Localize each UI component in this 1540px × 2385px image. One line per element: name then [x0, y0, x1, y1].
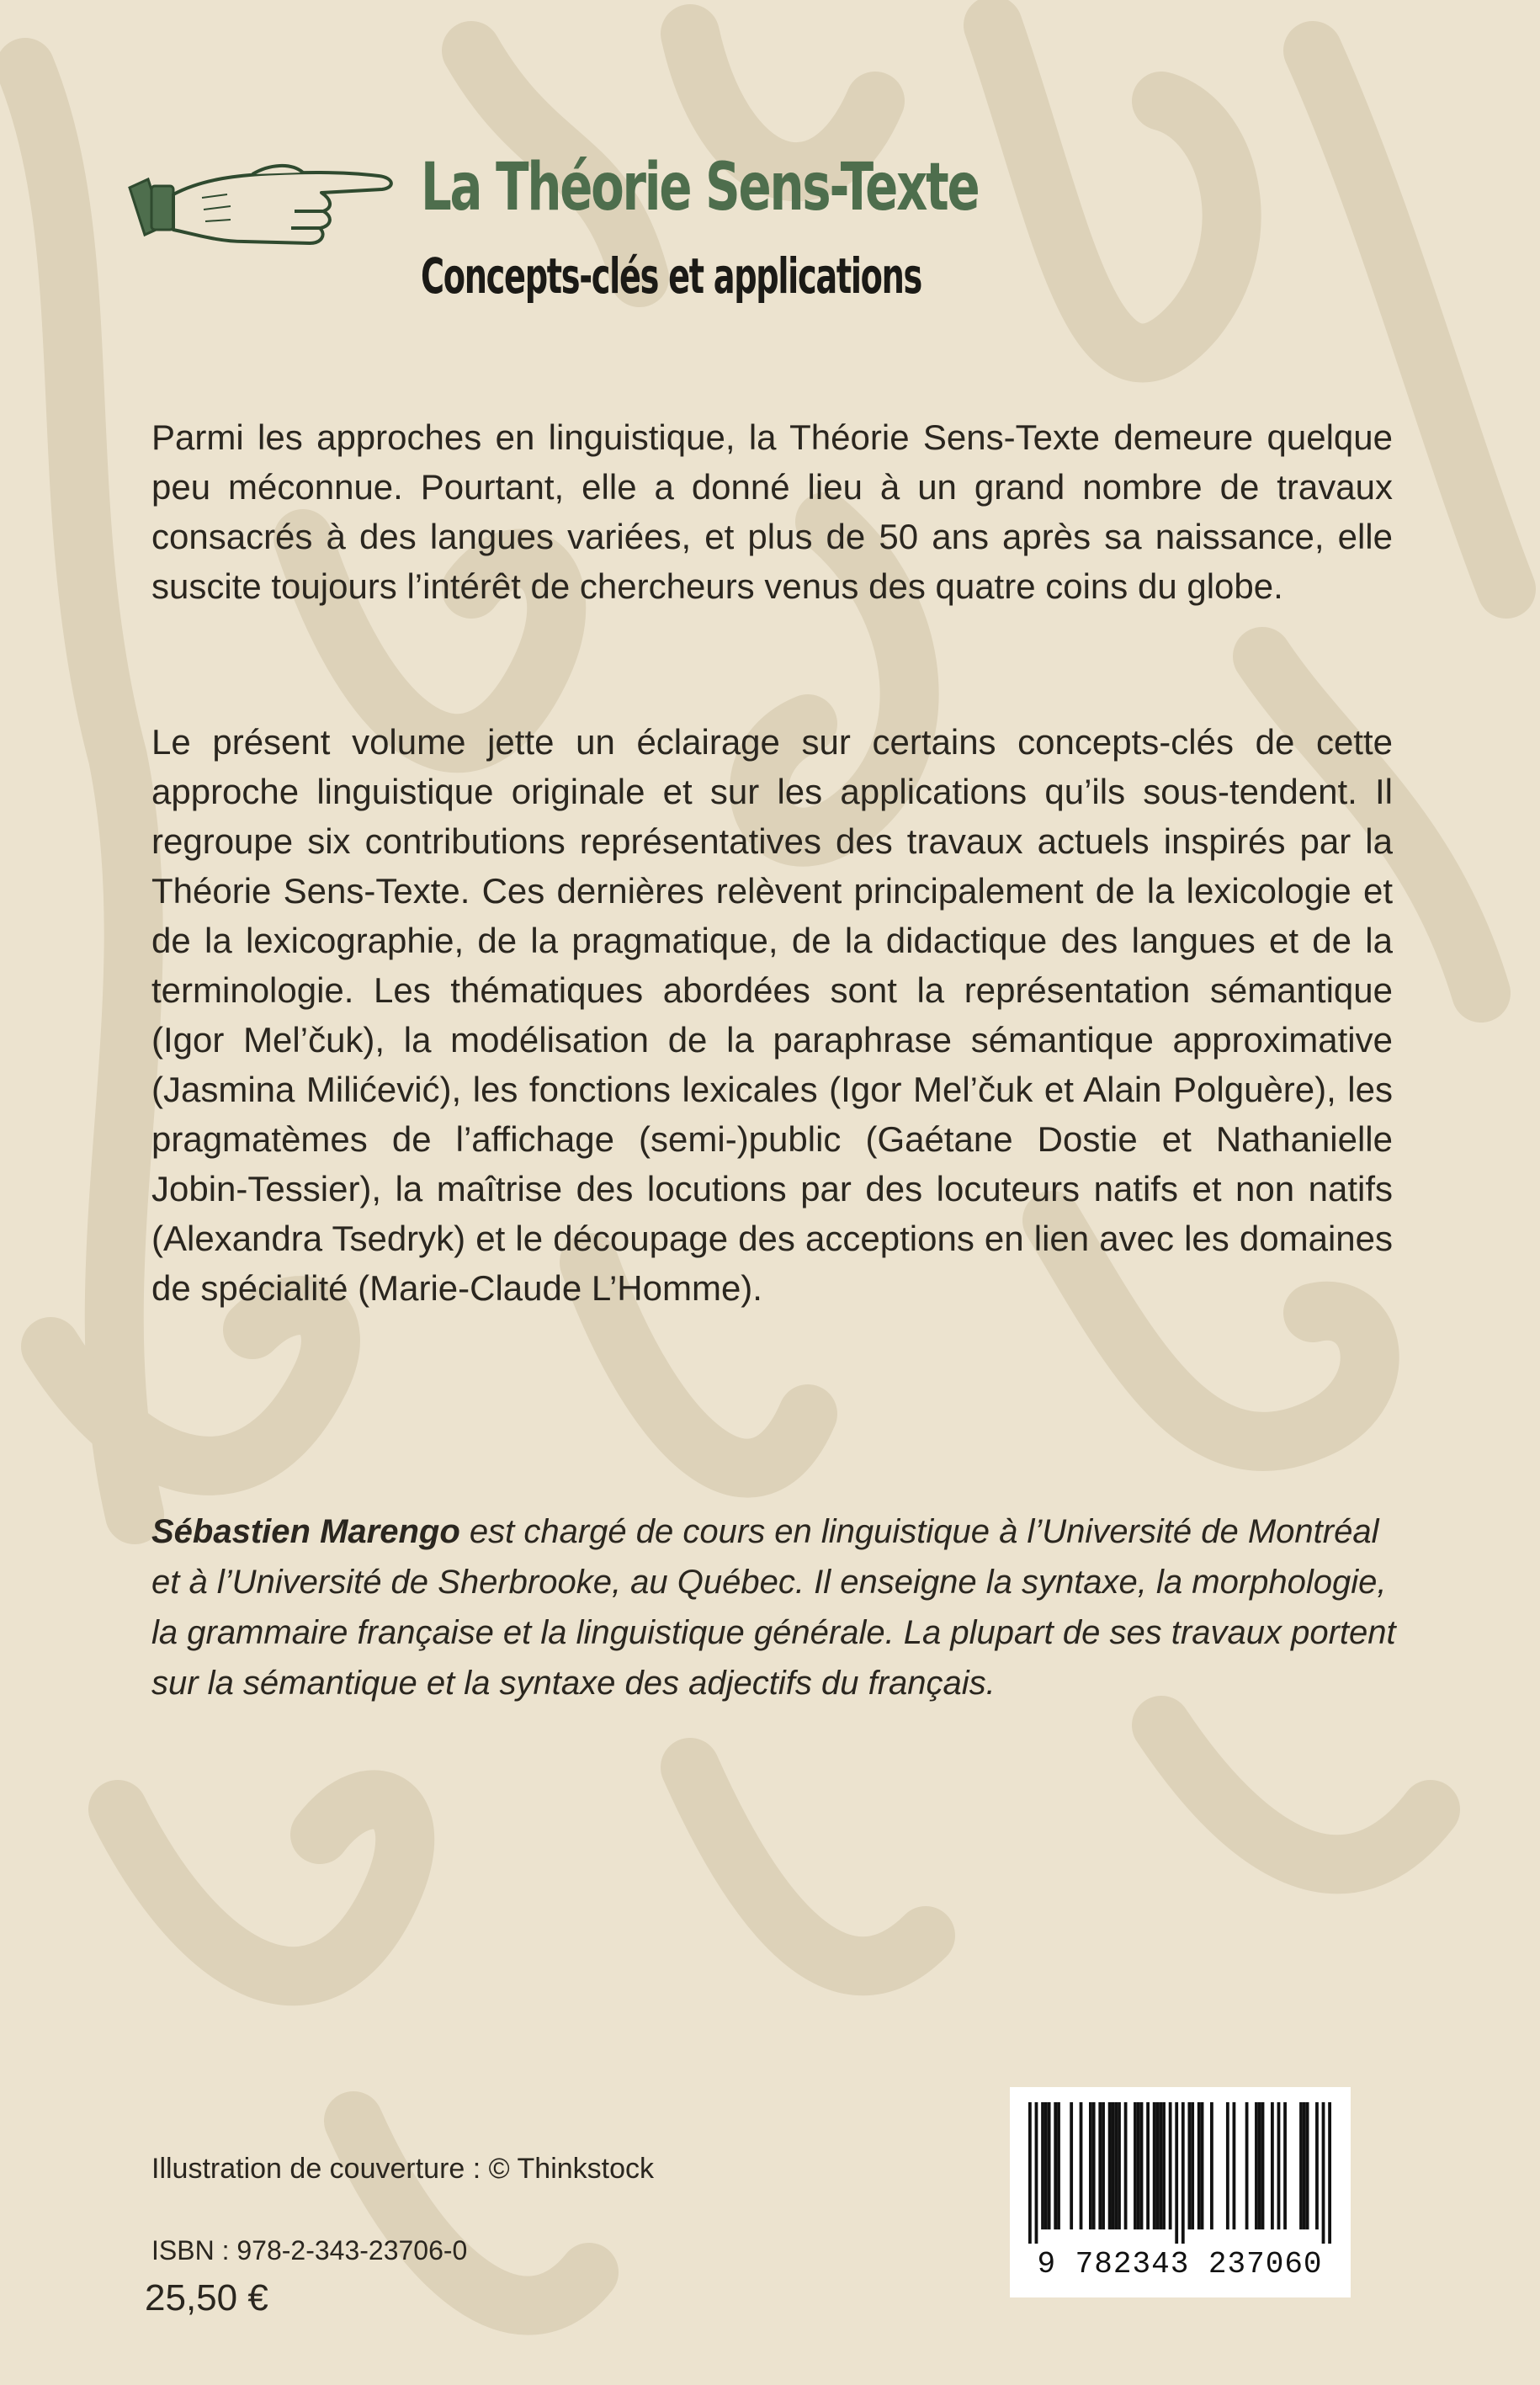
author-bio-text: est chargé de cours en linguistique à l’Université de Montréal et à l’Université de Sherbrooke, au Québec. Il enseigne la syntaxe, la morphologie, la grammaire française et la linguistique générale. La plupart de ses travaux portent sur la sémantique et la syntaxe des adjectifs du français.	[151, 1513, 1396, 1702]
barcode-bar	[1283, 2102, 1287, 2229]
barcode-bar	[1153, 2102, 1156, 2229]
barcode-bar	[1156, 2102, 1160, 2229]
barcode-bar	[1271, 2102, 1274, 2229]
barcode-bar	[1140, 2102, 1144, 2229]
summary-paragraph-1: Parmi les approches en linguistique, la Théorie Sens-Texte demeure quelque peu méconnue. Pourtant, elle a donné lieu à un grand nombre de travaux consacrés à des langues variées, et plus de 50 ans après sa naissance, elle suscite toujours l’intérêt de chercheurs venus des quatre coins du globe.	[151, 417, 1393, 606]
barcode-bar	[1028, 2102, 1032, 2244]
barcode-bar	[1048, 2102, 1051, 2229]
barcode-bar	[1258, 2102, 1261, 2229]
barcode-bar	[1118, 2102, 1121, 2229]
barcode-bar	[1098, 2102, 1102, 2229]
isbn: ISBN : 978-2-343-23706-0	[151, 2235, 468, 2265]
barcode-bar	[1035, 2102, 1038, 2244]
barcode-bar	[1089, 2102, 1092, 2229]
barcode-bar	[1277, 2102, 1281, 2229]
barcode-bar	[1159, 2102, 1162, 2229]
barcode-bar	[1092, 2102, 1096, 2229]
barcode-bar	[1112, 2102, 1115, 2229]
barcode-bar	[1306, 2102, 1309, 2229]
book-title: La Théorie Sens-Texte	[421, 150, 979, 226]
barcode-bar	[1299, 2102, 1303, 2229]
barcode-bar	[1182, 2102, 1185, 2244]
barcode-bar	[1041, 2102, 1044, 2229]
barcode-bar	[1187, 2102, 1191, 2229]
barcode-bar	[1245, 2102, 1249, 2229]
barcode-bar	[1226, 2102, 1229, 2229]
author-bio	[151, 1506, 1405, 1708]
author-name: Sébastien Marengo	[151, 1513, 460, 1550]
barcode-bar	[1255, 2102, 1258, 2229]
barcode-bar	[1175, 2102, 1178, 2244]
barcode-bar	[1315, 2102, 1319, 2229]
barcode-bar	[1080, 2102, 1083, 2229]
barcode-bar	[1137, 2102, 1140, 2229]
barcode-bar	[1070, 2102, 1073, 2229]
barcode-bar	[1322, 2102, 1325, 2244]
barcode-bar	[1191, 2102, 1194, 2229]
barcode-digits: 9 782343 237060	[1037, 2247, 1323, 2281]
book-subtitle: Concepts-clés et applications	[421, 247, 922, 305]
barcode-bar	[1201, 2102, 1204, 2229]
barcode-bar	[1134, 2102, 1137, 2229]
barcode-bar	[1169, 2102, 1172, 2229]
price: 25,50 €	[145, 2277, 268, 2319]
barcode-bar	[1114, 2102, 1118, 2229]
barcode-bar	[1108, 2102, 1112, 2229]
barcode-bar	[1146, 2102, 1150, 2229]
summary-paragraph-2: Le présent volume jette un éclairage sur certains concepts-clés de cette approche linguistique originale et sur les applications qu’ils sous-tendent. Il regroupe six contributions représentatives des travaux actuels inspirés par la Théorie Sens-Texte. Ces dernières relèvent principalement de la lexicologie et de la lexicographie, de la pragmatique, de la didactique des langues et de la terminologie. Les thématiques abordées sont la représentation sémantique (Igor Mel’čuk), la modélisation de la paraphrase sémantique approximative (Jasmina Milićević), les fonctions lexicales (Igor Mel’čuk et Alain Polguère), les pragmatèmes de l’affichage (semi-)public (Gaétane Dostie et Nathanielle Jobin-Tessier), la maîtrise des locutions par des locuteurs natifs et non natifs (Alexandra Tsedryk) et le découpage des acceptions en lien avec les domaines de spécialité (Marie-Claude L’Homme).	[151, 722, 1393, 1308]
cover-credit: Illustration de couverture : © Thinkstock	[151, 2153, 655, 2185]
barcode-bar	[1044, 2102, 1048, 2229]
barcode-bar	[1210, 2102, 1213, 2229]
barcode-bar	[1124, 2102, 1128, 2229]
barcode-bar	[1162, 2102, 1166, 2229]
barcode-bar	[1054, 2102, 1057, 2229]
barcode-bar	[1328, 2102, 1331, 2244]
barcode-bar	[1057, 2102, 1060, 2229]
barcode-bar	[1197, 2102, 1201, 2229]
barcode-bar	[1303, 2102, 1306, 2229]
barcode-bar	[1102, 2102, 1105, 2229]
barcode-bar	[1261, 2102, 1265, 2229]
barcode	[1010, 2087, 1351, 2297]
pointing-hand-icon	[126, 139, 404, 257]
barcode-bars	[1028, 2102, 1331, 2244]
barcode-bar	[1233, 2102, 1236, 2229]
